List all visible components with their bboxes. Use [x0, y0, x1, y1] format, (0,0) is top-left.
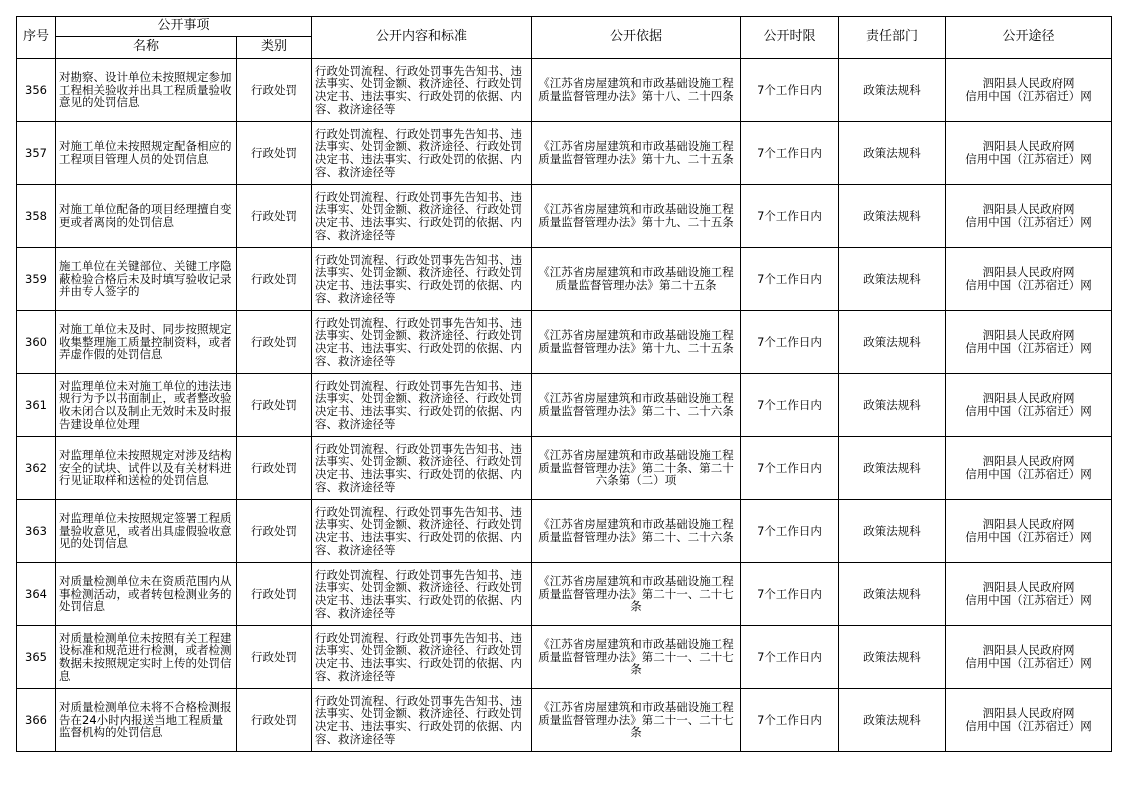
row-content	[312, 626, 532, 689]
row-basis	[532, 563, 741, 626]
row-channel2: 信用中国（江苏宿迁）网	[965, 467, 1092, 481]
row-basis	[532, 122, 741, 185]
row-channel	[946, 437, 1112, 500]
row-content	[312, 689, 532, 752]
row-name-text: 对质量检测单位未在资质范围内从事检测活动，或者转包检测业务的处罚信息	[59, 575, 232, 613]
table-row	[17, 311, 1112, 374]
row-dept-text: 政策法规科	[863, 146, 921, 160]
row-basis-text: 《江苏省房屋建筑和市政基础设施工程质量监督管理办法》第十八、二十四条	[538, 77, 734, 103]
row-basis-text: 《江苏省房屋建筑和市政基础设施工程质量监督管理办法》第二十一、二十七条	[538, 638, 734, 676]
row-time-text: 7个工作日内	[757, 83, 822, 97]
row-name	[56, 122, 237, 185]
row-name-text: 对监理单位未按照规定签署工程质量验收意见，或者出具虚假验收意见的处罚信息	[59, 512, 232, 550]
row-time-text: 7个工作日内	[757, 524, 822, 538]
row-time	[741, 563, 839, 626]
row-time	[741, 374, 839, 437]
row-channel	[946, 311, 1112, 374]
row-category-text: 行政处罚	[251, 524, 297, 538]
row-name-text: 施工单位在关键部位、关键工序隐蔽检验合格后未及时填写验收记录并由专人签字的	[59, 260, 232, 298]
row-basis	[532, 374, 741, 437]
row-time-text: 7个工作日内	[757, 650, 822, 664]
row-category	[237, 311, 312, 374]
row-category	[237, 563, 312, 626]
row-content-text: 行政处罚流程、行政处罚事先告知书、违法事实、处罚金额、救济途径、行政处罚决定书、违法事实、行政处罚的依据、内容、救济途径等	[315, 253, 523, 305]
row-content-text: 行政处罚流程、行政处罚事先告知书、违法事实、处罚金额、救济途径、行政处罚决定书、违法事实、行政处罚的依据、内容、救济途径等	[315, 694, 523, 746]
table-row	[17, 563, 1112, 626]
row-basis	[532, 437, 741, 500]
header-basis: 公开依据	[532, 17, 741, 59]
row-channel1: 泗阳县人民政府网	[982, 391, 1075, 406]
row-dept-text: 政策法规科	[863, 650, 921, 664]
row-category-text: 行政处罚	[251, 83, 297, 97]
row-basis	[532, 311, 741, 374]
row-content-text: 行政处罚流程、行政处罚事先告知书、违法事实、处罚金额、救济途径、行政处罚决定书、违法事实、行政处罚的依据、内容、救济途径等	[315, 316, 523, 368]
row-content-text: 行政处罚流程、行政处罚事先告知书、违法事实、处罚金额、救济途径、行政处罚决定书、违法事实、行政处罚的依据、内容、救济途径等	[315, 379, 523, 431]
row-seq-text: 365	[25, 650, 47, 664]
row-category-text: 行政处罚	[251, 713, 297, 727]
row-name-text: 对施工单位配备的项目经理擅自变更或者离岗的处罚信息	[59, 203, 232, 229]
row-content	[312, 500, 532, 563]
row-name	[56, 374, 237, 437]
row-seq	[17, 500, 56, 563]
row-name	[56, 185, 237, 248]
row-channel	[946, 563, 1112, 626]
row-dept	[839, 311, 946, 374]
row-time	[741, 500, 839, 563]
row-seq	[17, 122, 56, 185]
row-category-text: 行政处罚	[251, 209, 297, 223]
row-channel1: 泗阳县人民政府网	[982, 580, 1075, 595]
row-dept	[839, 374, 946, 437]
row-name	[56, 626, 237, 689]
row-name	[56, 248, 237, 311]
row-channel	[946, 626, 1112, 689]
row-dept	[839, 59, 946, 122]
row-channel2: 信用中国（江苏宿迁）网	[965, 530, 1092, 544]
row-dept-text: 政策法规科	[863, 587, 921, 601]
row-channel1: 泗阳县人民政府网	[982, 643, 1075, 658]
row-basis	[532, 500, 741, 563]
row-content-text: 行政处罚流程、行政处罚事先告知书、违法事实、处罚金额、救济途径、行政处罚决定书、违法事实、行政处罚的依据、内容、救济途径等	[315, 568, 523, 620]
table-row	[17, 59, 1112, 122]
header-seq: 序号	[17, 17, 56, 59]
table-row	[17, 626, 1112, 689]
table-row	[17, 437, 1112, 500]
row-seq	[17, 563, 56, 626]
row-channel	[946, 374, 1112, 437]
table-row	[17, 500, 1112, 563]
row-channel2: 信用中国（江苏宿迁）网	[965, 593, 1092, 607]
row-dept-text: 政策法规科	[863, 524, 921, 538]
row-channel2: 信用中国（江苏宿迁）网	[965, 215, 1092, 229]
row-time	[741, 311, 839, 374]
row-seq-text: 361	[25, 398, 47, 412]
header-name: 名称	[56, 37, 237, 59]
row-dept-text: 政策法规科	[863, 272, 921, 286]
row-basis-text: 《江苏省房屋建筑和市政基础设施工程质量监督管理办法》第二十五条	[538, 266, 734, 292]
row-content	[312, 374, 532, 437]
row-dept	[839, 500, 946, 563]
row-dept	[839, 626, 946, 689]
row-time-text: 7个工作日内	[757, 146, 822, 160]
header-category: 类别	[237, 37, 312, 59]
table-row	[17, 248, 1112, 311]
row-basis-text: 《江苏省房屋建筑和市政基础设施工程质量监督管理办法》第二十、二十六条	[538, 392, 734, 418]
row-category	[237, 689, 312, 752]
row-time-text: 7个工作日内	[757, 335, 822, 349]
row-name-text: 对质量检测单位未将不合格检测报告在24小时内报送当地工程质量监督机构的处罚信息	[59, 701, 232, 739]
disclosure-table	[16, 16, 1112, 752]
row-channel1: 泗阳县人民政府网	[982, 139, 1075, 154]
table-row	[17, 185, 1112, 248]
row-seq-text: 364	[25, 587, 47, 601]
row-name-text: 对施工单位未及时、同步按照规定收集整理施工质量控制资料，或者弄虚作假的处罚信息	[59, 323, 232, 361]
row-seq	[17, 374, 56, 437]
row-channel1: 泗阳县人民政府网	[982, 328, 1075, 343]
row-name	[56, 500, 237, 563]
row-name	[56, 437, 237, 500]
row-time	[741, 689, 839, 752]
row-category	[237, 500, 312, 563]
row-seq	[17, 185, 56, 248]
row-seq-text: 363	[25, 524, 47, 538]
row-seq-text: 356	[25, 83, 47, 97]
row-channel	[946, 248, 1112, 311]
header-content: 公开内容和标准	[312, 17, 532, 59]
row-channel2: 信用中国（江苏宿迁）网	[965, 341, 1092, 355]
row-channel1: 泗阳县人民政府网	[982, 265, 1075, 280]
row-seq-text: 359	[25, 272, 47, 286]
row-basis-text: 《江苏省房屋建筑和市政基础设施工程质量监督管理办法》第二十一、二十七条	[538, 575, 734, 613]
row-time	[741, 437, 839, 500]
row-name	[56, 563, 237, 626]
row-category-text: 行政处罚	[251, 461, 297, 475]
row-content-text: 行政处罚流程、行政处罚事先告知书、违法事实、处罚金额、救济途径、行政处罚决定书、违法事实、行政处罚的依据、内容、救济途径等	[315, 631, 523, 683]
row-channel2: 信用中国（江苏宿迁）网	[965, 404, 1092, 418]
row-dept	[839, 185, 946, 248]
row-channel1: 泗阳县人民政府网	[982, 76, 1075, 91]
row-content	[312, 59, 532, 122]
row-channel2: 信用中国（江苏宿迁）网	[965, 656, 1092, 670]
row-basis	[532, 689, 741, 752]
row-time	[741, 248, 839, 311]
row-name-text: 对质量检测单位未按照有关工程建设标准和规范进行检测，或者检测数据未按照规定实时上传的处罚信息	[59, 631, 232, 683]
row-time-text: 7个工作日内	[757, 713, 822, 727]
row-channel2: 信用中国（江苏宿迁）网	[965, 152, 1092, 166]
row-basis-text: 《江苏省房屋建筑和市政基础设施工程质量监督管理办法》第二十条、第二十六条第（二）项	[538, 449, 734, 487]
row-seq	[17, 59, 56, 122]
row-channel2: 信用中国（江苏宿迁）网	[965, 89, 1092, 103]
row-category-text: 行政处罚	[251, 272, 297, 286]
row-seq	[17, 248, 56, 311]
row-channel2: 信用中国（江苏宿迁）网	[965, 278, 1092, 292]
row-time	[741, 185, 839, 248]
row-channel1: 泗阳县人民政府网	[982, 454, 1075, 469]
header-time: 公开时限	[741, 17, 839, 59]
row-content-text: 行政处罚流程、行政处罚事先告知书、违法事实、处罚金额、救济途径、行政处罚决定书、违法事实、行政处罚的依据、内容、救济途径等	[315, 505, 523, 557]
table-row	[17, 122, 1112, 185]
row-time-text: 7个工作日内	[757, 272, 822, 286]
row-content	[312, 122, 532, 185]
table-row	[17, 689, 1112, 752]
row-category-text: 行政处罚	[251, 650, 297, 664]
row-channel1: 泗阳县人民政府网	[982, 202, 1075, 217]
row-name-text: 对勘察、设计单位未按照规定参加工程相关验收并出具工程质量验收意见的处罚信息	[59, 71, 232, 109]
row-dept-text: 政策法规科	[863, 713, 921, 727]
row-basis	[532, 248, 741, 311]
row-name	[56, 59, 237, 122]
table-row	[17, 374, 1112, 437]
row-basis	[532, 59, 741, 122]
row-category	[237, 185, 312, 248]
row-category	[237, 374, 312, 437]
row-category-text: 行政处罚	[251, 146, 297, 160]
row-dept	[839, 689, 946, 752]
row-category	[237, 248, 312, 311]
row-seq-text: 360	[25, 335, 47, 349]
row-content	[312, 311, 532, 374]
row-content-text: 行政处罚流程、行政处罚事先告知书、违法事实、处罚金额、救济途径、行政处罚决定书、违法事实、行政处罚的依据、内容、救济途径等	[315, 442, 523, 494]
row-dept-text: 政策法规科	[863, 461, 921, 475]
row-dept	[839, 248, 946, 311]
row-seq	[17, 311, 56, 374]
row-dept-text: 政策法规科	[863, 209, 921, 223]
row-name	[56, 689, 237, 752]
row-dept-text: 政策法规科	[863, 335, 921, 349]
row-basis	[532, 185, 741, 248]
row-category-text: 行政处罚	[251, 335, 297, 349]
row-channel	[946, 122, 1112, 185]
header-matter: 公开事项	[56, 17, 312, 37]
row-content	[312, 185, 532, 248]
row-seq	[17, 626, 56, 689]
row-name-text: 对监理单位未对施工单位的违法违规行为予以书面制止，或者整改验收未闭合以及制止无效时未及时报告建设单位处理	[59, 379, 232, 431]
row-category	[237, 437, 312, 500]
row-channel1: 泗阳县人民政府网	[982, 706, 1075, 721]
row-category-text: 行政处罚	[251, 398, 297, 412]
row-name-text: 对监理单位未按照规定对涉及结构安全的试块、试件以及有关材料进行见证取样和送检的处罚信息	[59, 449, 232, 487]
row-channel	[946, 689, 1112, 752]
header-channel: 公开途径	[946, 17, 1112, 59]
row-channel	[946, 185, 1112, 248]
row-time-text: 7个工作日内	[757, 461, 822, 475]
row-basis-text: 《江苏省房屋建筑和市政基础设施工程质量监督管理办法》第十九、二十五条	[538, 329, 734, 355]
row-time	[741, 122, 839, 185]
row-content	[312, 563, 532, 626]
row-seq-text: 358	[25, 209, 47, 223]
row-basis-text: 《江苏省房屋建筑和市政基础设施工程质量监督管理办法》第十九、二十五条	[538, 140, 734, 166]
row-name-text: 对施工单位未按照规定配备相应的工程项目管理人员的处罚信息	[59, 140, 232, 166]
row-basis-text: 《江苏省房屋建筑和市政基础设施工程质量监督管理办法》第二十、二十六条	[538, 518, 734, 544]
header-dept: 责任部门	[839, 17, 946, 59]
row-channel2: 信用中国（江苏宿迁）网	[965, 719, 1092, 733]
row-time	[741, 59, 839, 122]
row-seq	[17, 689, 56, 752]
row-category	[237, 122, 312, 185]
row-time-text: 7个工作日内	[757, 398, 822, 412]
row-dept	[839, 563, 946, 626]
row-basis	[532, 626, 741, 689]
row-content	[312, 437, 532, 500]
row-time	[741, 626, 839, 689]
row-time-text: 7个工作日内	[757, 209, 822, 223]
row-channel1: 泗阳县人民政府网	[982, 517, 1075, 532]
row-category	[237, 59, 312, 122]
row-content	[312, 248, 532, 311]
row-content-text: 行政处罚流程、行政处罚事先告知书、违法事实、处罚金额、救济途径、行政处罚决定书、违法事实、行政处罚的依据、内容、救济途径等	[315, 64, 523, 116]
row-category-text: 行政处罚	[251, 587, 297, 601]
row-time-text: 7个工作日内	[757, 587, 822, 601]
row-channel	[946, 59, 1112, 122]
row-channel	[946, 500, 1112, 563]
row-seq-text: 366	[25, 713, 47, 727]
row-dept	[839, 437, 946, 500]
row-content-text: 行政处罚流程、行政处罚事先告知书、违法事实、处罚金额、救济途径、行政处罚决定书、违法事实、行政处罚的依据、内容、救济途径等	[315, 190, 523, 242]
row-seq	[17, 437, 56, 500]
row-basis-text: 《江苏省房屋建筑和市政基础设施工程质量监督管理办法》第二十一、二十七条	[538, 701, 734, 739]
row-content-text: 行政处罚流程、行政处罚事先告知书、违法事实、处罚金额、救济途径、行政处罚决定书、违法事实、行政处罚的依据、内容、救济途径等	[315, 127, 523, 179]
row-basis-text: 《江苏省房屋建筑和市政基础设施工程质量监督管理办法》第十九、二十五条	[538, 203, 734, 229]
row-dept-text: 政策法规科	[863, 398, 921, 412]
row-seq-text: 357	[25, 146, 47, 160]
row-name	[56, 311, 237, 374]
row-category	[237, 626, 312, 689]
row-dept-text: 政策法规科	[863, 83, 921, 97]
row-dept	[839, 122, 946, 185]
row-seq-text: 362	[25, 461, 47, 475]
